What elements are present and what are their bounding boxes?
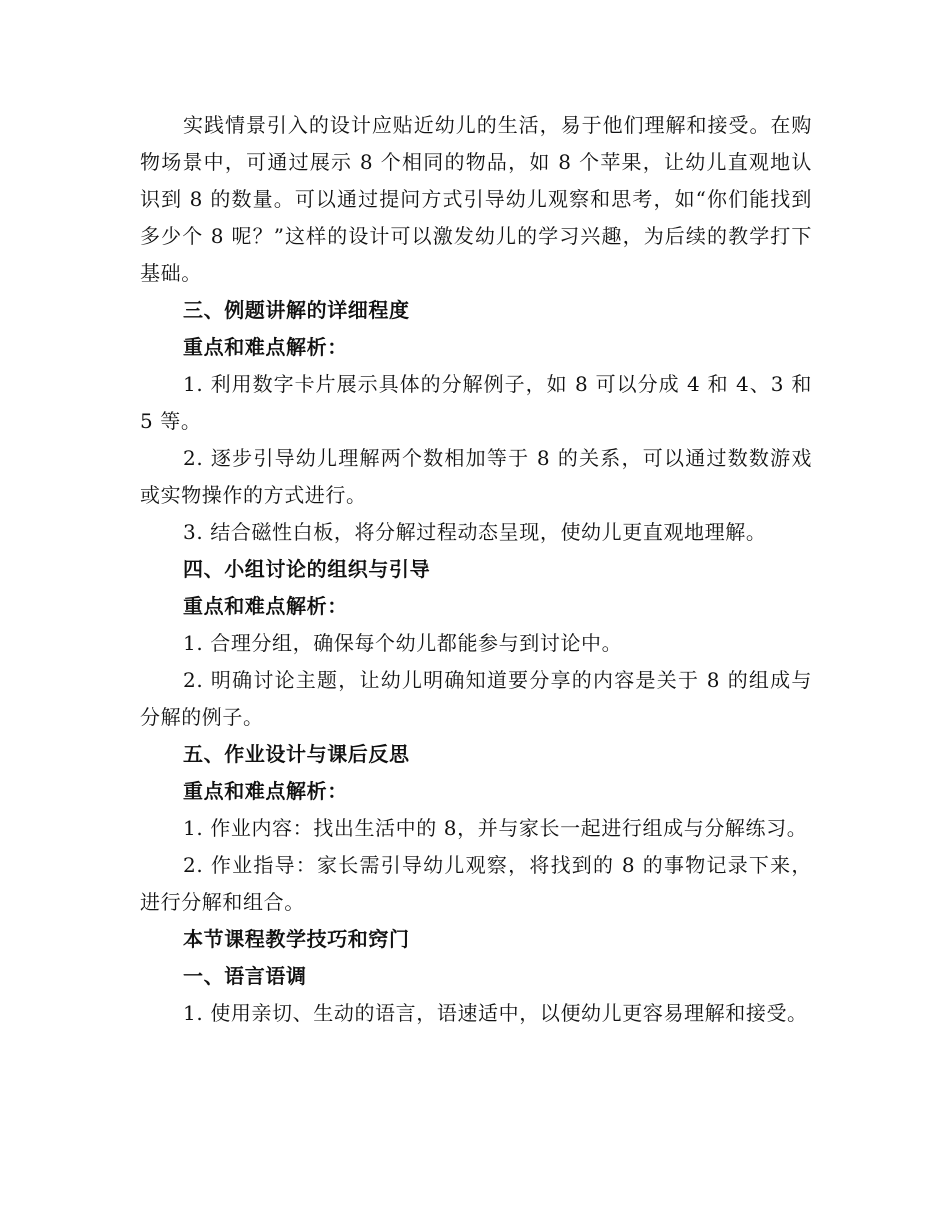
document-body xyxy=(140,107,812,1032)
list-item: 2. 作业指导：家长需引导幼儿观察，将找到的 8 的事物记录下来，进行分解和组合。 xyxy=(140,853,812,914)
subheading-key-points: 重点和难点解析： xyxy=(183,779,348,803)
paragraph-scenario-design: 实践情景引入的设计应贴近幼儿的生活，易于他们理解和接受。在购物场景中，可通过展示 8 个相同的物品，如 8 个苹果，让幼儿直观地认识到 8 的数量。可以通过提问方式引导幼儿观察和思考，如“你们能找到多少个 8 呢？”这样的设计可以激发幼儿的学习兴趣，为后续的教学打下基础。 xyxy=(140,113,812,285)
section-heading-teaching-tips: 本节课程教学技巧和窍门 xyxy=(183,927,410,951)
list-item: 1. 利用数字卡片展示具体的分解例子，如 8 可以分成 4 和 4、3 和 5 等。 xyxy=(140,372,812,433)
list-item: 2. 逐步引导幼儿理解两个数相加等于 8 的关系，可以通过数数游戏或实物操作的方式进行。 xyxy=(140,446,812,507)
subheading-key-points: 重点和难点解析： xyxy=(183,335,348,359)
list-item: 3. 结合磁性白板，将分解过程动态呈现，使幼儿更直观地理解。 xyxy=(183,520,767,544)
list-item: 2. 明确讨论主题，让幼儿明确知道要分享的内容是关于 8 的组成与分解的例子。 xyxy=(140,668,812,729)
list-item: 1. 合理分组，确保每个幼儿都能参与到讨论中。 xyxy=(183,631,623,655)
section-heading-homework: 五、作业设计与课后反思 xyxy=(183,742,410,766)
list-item: 1. 使用亲切、生动的语言，语速适中，以便幼儿更容易理解和接受。 xyxy=(183,1001,808,1025)
section-heading-example-explanation: 三、例题讲解的详细程度 xyxy=(183,298,410,322)
section-heading-group-discussion: 四、小组讨论的组织与引导 xyxy=(183,557,431,581)
subheading-language-tone: 一、语言语调 xyxy=(183,964,307,988)
subheading-key-points: 重点和难点解析： xyxy=(183,594,348,618)
list-item: 1. 作业内容：找出生活中的 8，并与家长一起进行组成与分解练习。 xyxy=(183,816,808,840)
